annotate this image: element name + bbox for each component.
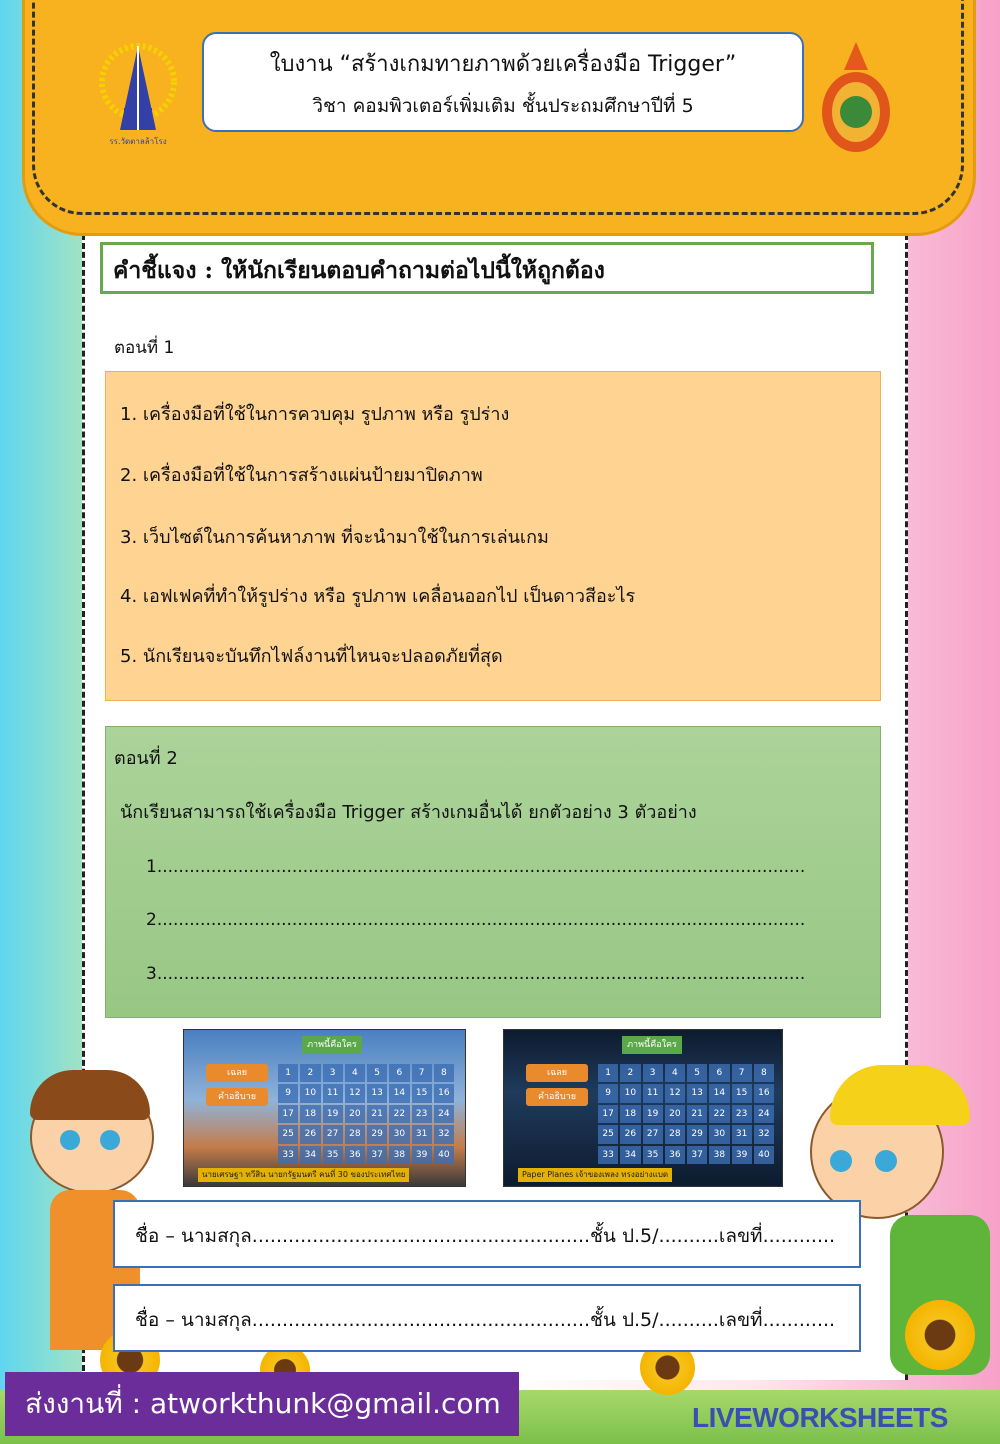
- grid-tile: 8: [434, 1064, 454, 1082]
- grid-tile: 31: [412, 1125, 432, 1143]
- grid-tile: 9: [278, 1084, 298, 1102]
- question-4: 4. เอฟเฟคที่ทำให้รูปร่าง หรือ รูปภาพ เคลื่อนออกไป เป็นดาวสีอะไร: [120, 586, 636, 607]
- sunflower-icon: [905, 1300, 975, 1370]
- submit-email-banner: ส่งงานที่ : atworkthunk@gmail.com: [5, 1372, 519, 1436]
- grid-tile: 18: [620, 1105, 640, 1123]
- grid-tile: 34: [620, 1146, 640, 1164]
- name-row-1[interactable]: ชื่อ – นามสกุล........................................................ชั้น ป.5/..........เลขที่............: [113, 1200, 861, 1268]
- grid-tile: 28: [345, 1125, 365, 1143]
- example-screenshot-1: [183, 1029, 466, 1187]
- grid-tile: 15: [412, 1084, 432, 1102]
- title-box: [202, 32, 804, 132]
- answer-line-2[interactable]: 2........................................................................................................................: [146, 910, 806, 930]
- grid-tile: 21: [687, 1105, 707, 1123]
- ministry-emblem-icon: [818, 40, 894, 158]
- grid-tile: 27: [323, 1125, 343, 1143]
- grid-tile: 4: [345, 1064, 365, 1082]
- grid-tile: 18: [300, 1105, 320, 1123]
- grid-tile: 13: [367, 1084, 387, 1102]
- school-logo-icon: [98, 38, 178, 150]
- grid-tile: 7: [412, 1064, 432, 1082]
- grid-tile: 6: [389, 1064, 409, 1082]
- answer-line-1[interactable]: 1........................................................................................................................: [146, 857, 806, 877]
- worksheet-title: ใบงาน “สร้างเกมทายภาพด้วยเครื่องมือ Trigger”: [269, 52, 737, 77]
- grid-tile: 19: [323, 1105, 343, 1123]
- grid-tile: 17: [278, 1105, 298, 1123]
- grid-tile: 32: [434, 1125, 454, 1143]
- screenshot-caption: นายเศรษฐา ทวีสิน นายกรัฐมนตรี คนที่ 30 ของประเทศไทย: [198, 1168, 409, 1182]
- grid-tile: 38: [389, 1146, 409, 1164]
- grid-tile: 24: [754, 1105, 774, 1123]
- question-2: 2. เครื่องมือที่ใช้ในการสร้างแผ่นป้ายมาปิดภาพ: [120, 465, 483, 486]
- instruction-box: คำชี้แจง : ให้นักเรียนตอบคำถามต่อไปนี้ให้ถูกต้อง: [100, 242, 874, 294]
- grid-tile: 37: [687, 1146, 707, 1164]
- grid-tile: 5: [687, 1064, 707, 1082]
- grid-tile: 3: [643, 1064, 663, 1082]
- grid-tile: 2: [300, 1064, 320, 1082]
- grid-tile: 23: [412, 1105, 432, 1123]
- grid-tile: 34: [300, 1146, 320, 1164]
- grid-tile: 29: [367, 1125, 387, 1143]
- grid-tile: 3: [323, 1064, 343, 1082]
- grid-tile: 30: [389, 1125, 409, 1143]
- grid-tile: 28: [665, 1125, 685, 1143]
- tile-grid: [278, 1064, 454, 1164]
- question-box: [105, 371, 881, 701]
- example-screenshot-2: [503, 1029, 783, 1187]
- grid-tile: 2: [620, 1064, 640, 1082]
- grid-tile: 24: [434, 1105, 454, 1123]
- grid-tile: 11: [323, 1084, 343, 1102]
- answer-button: เฉลย: [206, 1064, 268, 1082]
- tile-grid: [598, 1064, 774, 1164]
- screenshot-caption: Paper Planes เจ้าของเพลง ทรงอย่างแบด: [518, 1168, 672, 1182]
- grid-tile: 31: [732, 1125, 752, 1143]
- grid-tile: 22: [709, 1105, 729, 1123]
- school-logo-caption: รร.วัดตาลล้าโรง: [109, 137, 167, 146]
- explain-button: คำอธิบาย: [206, 1088, 268, 1106]
- grid-tile: 16: [434, 1084, 454, 1102]
- question-5: 5. นักเรียนจะบันทึกไฟล์งานที่ไหนจะปลอดภัยที่สุด: [120, 646, 503, 667]
- grid-tile: 1: [278, 1064, 298, 1082]
- grid-tile: 6: [709, 1064, 729, 1082]
- grid-tile: 39: [412, 1146, 432, 1164]
- grid-tile: 25: [278, 1125, 298, 1143]
- grid-tile: 36: [345, 1146, 365, 1164]
- grid-tile: 40: [434, 1146, 454, 1164]
- grid-tile: 32: [754, 1125, 774, 1143]
- liveworksheets-logo: LIVEWORKSHEETS: [692, 1402, 948, 1433]
- name-row-2[interactable]: ชื่อ – นามสกุล........................................................ชั้น ป.5/..........เลขที่............: [113, 1284, 861, 1352]
- grid-tile: 33: [598, 1146, 618, 1164]
- grid-tile: 35: [643, 1146, 663, 1164]
- grid-tile: 37: [367, 1146, 387, 1164]
- answer-button: เฉลย: [526, 1064, 588, 1082]
- grid-tile: 9: [598, 1084, 618, 1102]
- answer-line-3[interactable]: 3........................................................................................................................: [146, 964, 806, 984]
- grid-tile: 27: [643, 1125, 663, 1143]
- grid-tile: 36: [665, 1146, 685, 1164]
- part2-label: ตอนที่ 2: [114, 748, 178, 769]
- grid-tile: 16: [754, 1084, 774, 1102]
- grid-tile: 7: [732, 1064, 752, 1082]
- screenshot-title: ภาพนี้คือใคร: [302, 1036, 362, 1054]
- grid-tile: 4: [665, 1064, 685, 1082]
- grid-tile: 17: [598, 1105, 618, 1123]
- grid-tile: 12: [345, 1084, 365, 1102]
- grid-tile: 15: [732, 1084, 752, 1102]
- grid-tile: 23: [732, 1105, 752, 1123]
- grid-tile: 25: [598, 1125, 618, 1143]
- grid-tile: 13: [687, 1084, 707, 1102]
- part2-box: [105, 726, 881, 1018]
- grid-tile: 14: [389, 1084, 409, 1102]
- grid-tile: 10: [620, 1084, 640, 1102]
- grid-tile: 12: [665, 1084, 685, 1102]
- grid-tile: 38: [709, 1146, 729, 1164]
- grid-tile: 14: [709, 1084, 729, 1102]
- grid-tile: 22: [389, 1105, 409, 1123]
- grid-tile: 35: [323, 1146, 343, 1164]
- part1-label: ตอนที่ 1: [114, 338, 175, 358]
- part2-prompt: นักเรียนสามารถใช้เครื่องมือ Trigger สร้างเกมอื่นได้ ยกตัวอย่าง 3 ตัวอย่าง: [120, 802, 697, 823]
- grid-tile: 10: [300, 1084, 320, 1102]
- grid-tile: 33: [278, 1146, 298, 1164]
- grid-tile: 20: [345, 1105, 365, 1123]
- grid-tile: 26: [620, 1125, 640, 1143]
- worksheet-subtitle: วิชา คอมพิวเตอร์เพิ่มเติม ชั้นประถมศึกษาปีที่ 5: [312, 95, 694, 117]
- grid-tile: 11: [643, 1084, 663, 1102]
- grid-tile: 29: [687, 1125, 707, 1143]
- grid-tile: 26: [300, 1125, 320, 1143]
- grid-tile: 21: [367, 1105, 387, 1123]
- grid-tile: 39: [732, 1146, 752, 1164]
- grid-tile: 40: [754, 1146, 774, 1164]
- grid-tile: 30: [709, 1125, 729, 1143]
- grid-tile: 20: [665, 1105, 685, 1123]
- grid-tile: 5: [367, 1064, 387, 1082]
- question-1: 1. เครื่องมือที่ใช้ในการควบคุม รูปภาพ หรือ รูปร่าง: [120, 404, 510, 425]
- question-3: 3. เว็บไซต์ในการค้นหาภาพ ที่จะนำมาใช้ในการเล่นเกม: [120, 527, 549, 548]
- grid-tile: 1: [598, 1064, 618, 1082]
- grid-tile: 8: [754, 1064, 774, 1082]
- screenshot-title: ภาพนี้คือใคร: [622, 1036, 682, 1054]
- explain-button: คำอธิบาย: [526, 1088, 588, 1106]
- grid-tile: 19: [643, 1105, 663, 1123]
